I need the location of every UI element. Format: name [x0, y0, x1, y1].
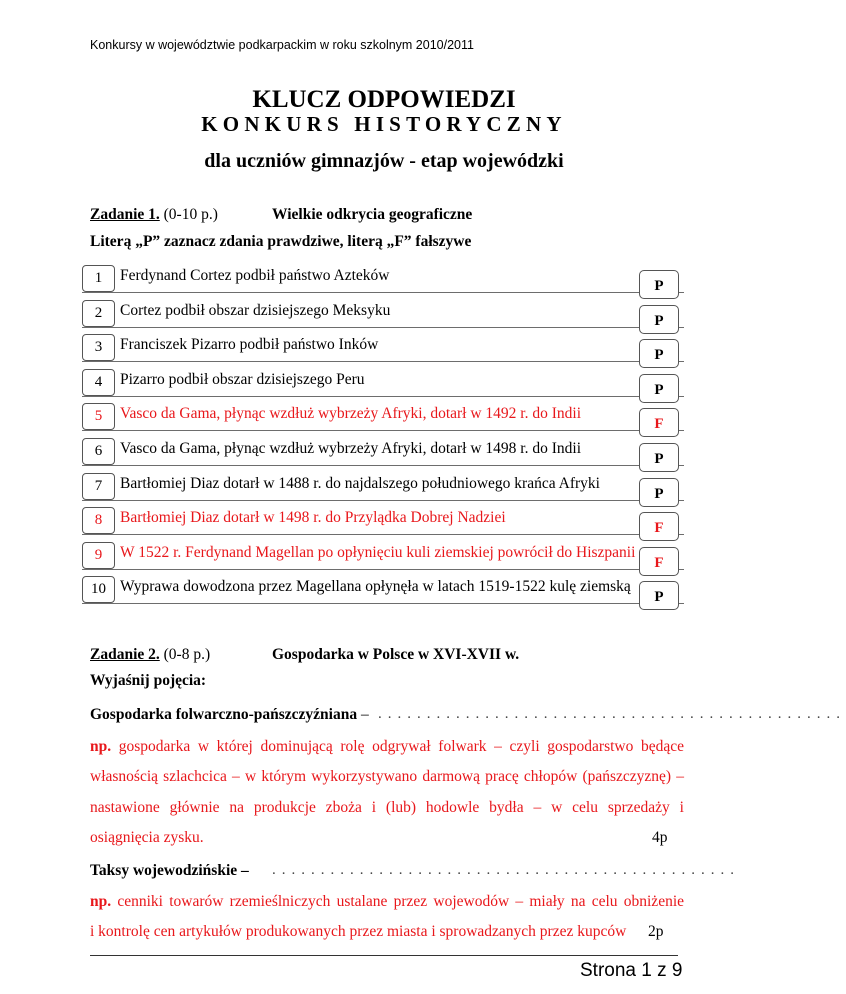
definition2-line1: np. cenniki towarów rzemieślniczych ustalane przez wojewodów – miały na celu obniżenie [90, 893, 685, 910]
definition1-line4: osiągnięcia zysku. [90, 829, 204, 846]
row-divider [82, 361, 684, 362]
row-answer: F [639, 547, 679, 576]
row-number: 7 [82, 473, 115, 500]
definition1-line1: np. gospodarka w której dominującą rolę odgrywał folwark – czyli gospodarstwo będące [90, 738, 685, 755]
points-1: 4p [652, 829, 668, 846]
table-row [82, 265, 684, 293]
row-answer: P [639, 443, 679, 472]
row-divider [82, 292, 684, 293]
definition1-line3: nastawione głównie na produkcje zboża i (lub) hodowle bydła – w celu sprzedaży i [90, 799, 684, 816]
row-divider [82, 465, 684, 466]
row-number: 5 [82, 403, 115, 430]
row-statement: Pizarro podbił obszar dzisiejszego Peru [120, 370, 365, 388]
table-row [82, 507, 684, 535]
table-row [82, 403, 684, 431]
term1: Gospodarka folwarczno-pańszczyźniana [90, 706, 358, 723]
answer-dots-2: ................................................ [272, 862, 740, 878]
contest-title: KONKURS HISTORYCZNY [201, 112, 567, 136]
row-divider [82, 327, 684, 328]
task2-points: (0-8 p.) [163, 646, 211, 663]
np-label-1: np. [90, 738, 112, 755]
row-divider [82, 396, 684, 397]
row-number: 4 [82, 369, 115, 396]
row-answer: F [639, 408, 679, 437]
row-answer: F [639, 512, 679, 541]
task1-heading [90, 206, 218, 224]
row-answer: P [639, 478, 679, 507]
task2-label: Zadanie 2. [90, 646, 160, 663]
page-title: KLUCZ ODPOWIEDZI [252, 86, 516, 113]
term1-dash: – [360, 706, 369, 723]
row-answer: P [639, 374, 679, 403]
row-statement: Bartłomiej Diaz dotarł w 1488 r. do najdalszego południowego krańca Afryki [120, 474, 600, 492]
task1-instruction: Literą „P” zaznacz zdania prawdziwe, literą „F” fałszywe [90, 233, 472, 250]
definition1-line2: własnością szlachcica – w którym wykorzystywano darmową pracę chłopów (pańszczyznę) – [90, 768, 684, 785]
row-statement: Cortez podbił obszar dzisiejszego Meksyku [120, 301, 391, 319]
table-row [82, 438, 684, 466]
definition2-line2: i kontrolę cen artykułów produkowanych przez miasta i sprowadzanych przez kupców [90, 923, 627, 940]
task2-instruction: Wyjaśnij pojęcia: [90, 672, 207, 689]
row-statement: Bartłomiej Diaz dotarł w 1498 r. do Przylądka Dobrej Nadziei [120, 509, 506, 527]
row-number: 6 [82, 438, 115, 465]
row-number: 10 [82, 576, 115, 603]
row-number: 3 [82, 334, 115, 361]
table-row [82, 300, 684, 328]
row-divider [82, 430, 684, 431]
row-answer: P [639, 581, 679, 610]
row-number: 8 [82, 507, 115, 534]
row-statement: W 1522 r. Ferdynand Magellan po opłynięciu kuli ziemskiej powrócił do Hiszpanii [120, 543, 636, 561]
row-number: 1 [82, 265, 115, 292]
task1-label: Zadanie 1. [90, 206, 160, 223]
np-label-2: np. [90, 893, 112, 910]
term1-line [90, 706, 369, 724]
table-row [82, 369, 684, 397]
page-subtitle: dla uczniów gimnazjów - etap wojewódzki [204, 150, 564, 172]
table-row [82, 334, 684, 362]
points-2: 2p [648, 923, 664, 940]
page-header: Konkursy w województwie podkarpackim w roku szkolnym 2010/2011 [90, 38, 474, 52]
term2: Taksy wojewodzińskie – [90, 862, 249, 879]
row-answer: P [639, 339, 679, 368]
task1-topic: Wielkie odkrycia geograficzne [272, 206, 473, 223]
table-row [82, 576, 684, 604]
row-number: 9 [82, 542, 115, 569]
footer-divider [90, 955, 678, 956]
answer-dots-1: ................................................ [378, 706, 846, 722]
task2-heading [90, 646, 210, 664]
row-answer: P [639, 305, 679, 334]
row-statement: Wyprawa dowodzona przez Magellana opłynęła w latach 1519-1522 kulę ziemską [120, 578, 631, 596]
task1-points: (0-10 p.) [163, 206, 218, 223]
page-number: Strona 1 z 9 [580, 960, 683, 981]
row-divider [82, 603, 684, 604]
row-number: 2 [82, 300, 115, 327]
table-row [82, 542, 684, 570]
row-divider [82, 569, 684, 570]
row-statement: Vasco da Gama, płynąc wzdłuż wybrzeży Afryki, dotarł w 1498 r. do Indii [120, 440, 581, 457]
task2-topic: Gospodarka w Polsce w XVI-XVII w. [272, 646, 520, 663]
row-statement: Vasco da Gama, płynąc wzdłuż wybrzeży Afryki, dotarł w 1492 r. do Indii [120, 405, 581, 423]
row-answer: P [639, 270, 679, 299]
row-divider [82, 534, 684, 535]
row-statement: Ferdynand Cortez podbił państwo Azteków [120, 267, 390, 284]
row-statement: Franciszek Pizarro podbił państwo Inków [120, 336, 379, 354]
row-divider [82, 500, 684, 501]
table-row [82, 473, 684, 501]
